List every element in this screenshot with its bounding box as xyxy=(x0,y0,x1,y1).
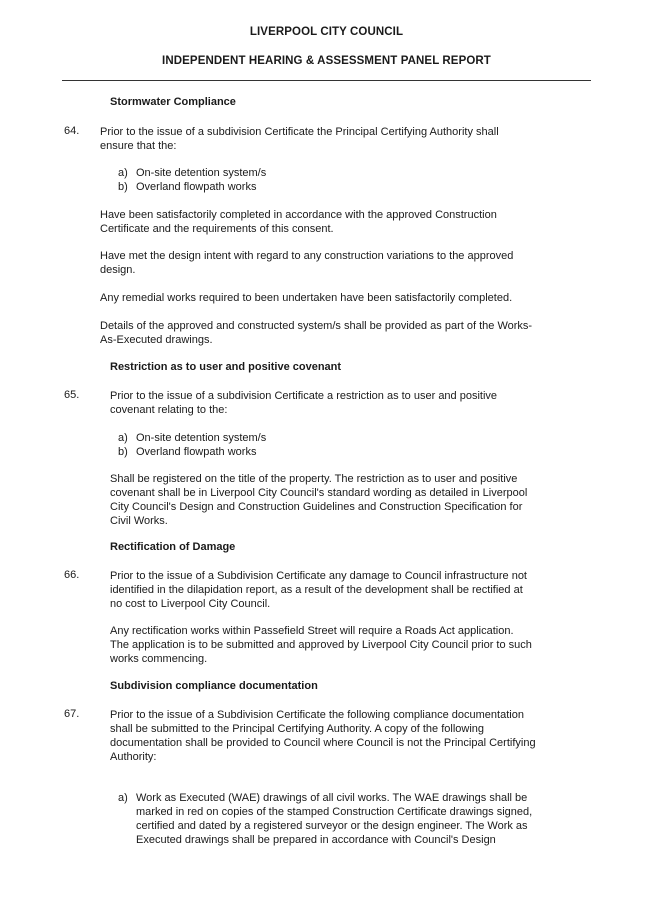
list-marker: b) xyxy=(118,446,128,458)
clause-64-para-3: Any remedial works required to been undertaken have been satisfactorily completed. xyxy=(100,292,513,304)
list-item-text: Overland flowpath works xyxy=(136,181,257,193)
clause-64-para-1: Have been satisfactorily completed in accordance with the approved Construction Certificate and the requirements of this consent. xyxy=(100,209,497,235)
council-title: LIVERPOOL CITY COUNCIL xyxy=(249,26,404,38)
list-marker: a) xyxy=(118,432,128,444)
clause-65-intro: Prior to the issue of a subdivision Certificate a restriction as to user and positive covenant relating to the: xyxy=(110,390,498,416)
clause-67-item-a-marker: a) xyxy=(118,792,128,804)
section-heading-restriction: Restriction as to user and positive covenant xyxy=(110,361,342,373)
section-heading-subdivision: Subdivision compliance documentation xyxy=(110,680,318,692)
clause-number-64: 64. xyxy=(64,125,80,137)
section-heading-stormwater: Stormwater Compliance xyxy=(110,96,236,108)
report-title: INDEPENDENT HEARING & ASSESSMENT PANEL REPORT xyxy=(162,55,491,67)
clause-number-65: 65. xyxy=(64,389,80,401)
clause-number-66: 66. xyxy=(64,569,80,581)
clause-number-67: 67. xyxy=(64,708,80,720)
list-item-text: On-site detention system/s xyxy=(136,432,267,444)
clause-66-para-1: Any rectification works within Passefield Street will require a Roads Act application. The application is to be submitted and approved by Liverpool City Council prior to such works commencing. xyxy=(110,625,532,665)
section-heading-rectification: Rectification of Damage xyxy=(110,541,236,553)
clause-64-intro: Prior to the issue of a subdivision Certificate the Principal Certifying Authority shall ensure that the: xyxy=(100,126,499,152)
clause-64-item-a xyxy=(118,166,266,180)
list-marker: b) xyxy=(118,181,128,193)
clause-64-para-4: Details of the approved and constructed system/s shall be provided as part of the Works- As-Executed drawings. xyxy=(100,320,533,346)
list-marker: a) xyxy=(118,167,128,179)
clause-66-intro: Prior to the issue of a Subdivision Certificate any damage to Council infrastructure not identified in the dilapidation report, as a result of the development shall be rectified at no cost to Liverpool City Council. xyxy=(110,570,527,610)
clause-65-item-b xyxy=(118,445,256,459)
list-item-text: Overland flowpath works xyxy=(136,446,257,458)
clause-67-intro: Prior to the issue of a Subdivision Certificate the following compliance documentation shall be submitted to the Principal Certifying Authority. A copy of the following documentation shall be provided to Council where Council is not the Principal Certifying Authority: xyxy=(110,709,536,763)
list-item-text: On-site detention system/s xyxy=(136,167,267,179)
clause-64-item-b xyxy=(118,180,256,194)
header-rule xyxy=(62,80,591,81)
clause-65-para-1: Shall be registered on the title of the property. The restriction as to user and positive covenant shall be in Liverpool City Council's standard wording as detailed in Liverpool City Council's Design and Construction Guidelines and Construction Specification for Civil Works. xyxy=(110,473,528,527)
clause-65-item-a xyxy=(118,431,266,445)
clause-67-item-a-text: Work as Executed (WAE) drawings of all civil works. The WAE drawings shall be marked in red on copies of the stamped Construction Certificate drawings signed, certified and dated by a registered surveyor or the design engineer. The Work as Executed drawings shall be prepared in accordance with Council's Design xyxy=(136,792,533,846)
clause-64-para-2: Have met the design intent with regard to any construction variations to the approved design. xyxy=(100,250,514,276)
